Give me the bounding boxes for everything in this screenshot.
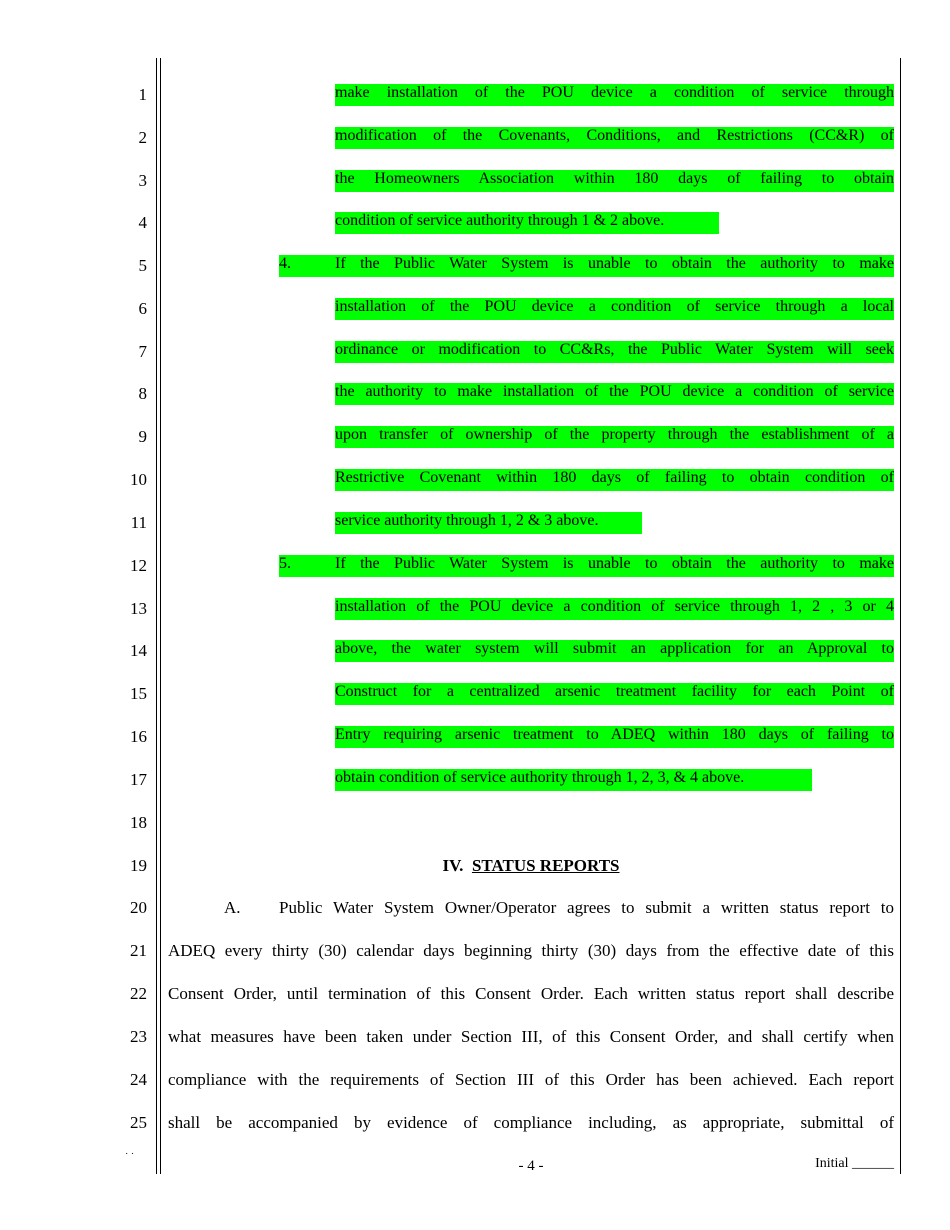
- initial-field: Initial ______: [815, 1156, 894, 1171]
- line-number: 8: [138, 384, 147, 403]
- right-margin-rule: [900, 58, 901, 1174]
- section-heading: [168, 855, 894, 877]
- line-number: 9: [138, 427, 147, 446]
- line-number: 11: [130, 513, 147, 532]
- line-number: 21: [130, 941, 147, 960]
- line-number: 18: [130, 813, 147, 832]
- highlighted-line: the authority to make installation of the POU device a condition of service: [335, 383, 894, 400]
- line-number: 23: [130, 1027, 147, 1046]
- highlighted-line: service authority through 1, 2 & 3 above.: [335, 512, 599, 529]
- page-number: - 4 -: [518, 1158, 544, 1174]
- line-number: 3: [138, 171, 147, 190]
- highlighted-line: modification of the Covenants, Conditions, and Restrictions (CC&R) of: [335, 127, 894, 144]
- line-number: 2: [138, 128, 147, 147]
- highlighted-line: condition of service authority through 1 & 2 above.: [335, 212, 665, 229]
- highlighted-line: ordinance or modification to CC&Rs, the Public Water System will seek: [335, 341, 894, 358]
- cut-off-line-number: ˙ ˙: [125, 1152, 135, 1163]
- line-number: 14: [130, 641, 147, 660]
- highlighted-line: Entry requiring arsenic treatment to ADEQ within 180 days of failing to: [335, 726, 894, 743]
- highlighted-line: make installation of the POU device a condition of service through: [335, 84, 894, 101]
- highlighted-line: Restrictive Covenant within 180 days of failing to obtain condition of: [335, 469, 894, 486]
- highlighted-line: installation of the POU device a condition of service through a local: [335, 298, 894, 315]
- line-number: 25: [130, 1113, 147, 1132]
- line-number: 10: [130, 470, 147, 489]
- line-number: 20: [130, 898, 147, 917]
- line-number: 22: [130, 984, 147, 1003]
- line-number: 12: [130, 556, 147, 575]
- section-numeral: IV.: [442, 856, 464, 875]
- paragraph-line: compliance with the requirements of Section III of this Order has been achieved. Each report: [168, 1070, 894, 1089]
- item-4-number: 4.: [279, 255, 291, 272]
- line-number: 24: [130, 1070, 147, 1089]
- highlighted-line: If the Public Water System is unable to obtain the authority to make: [335, 255, 894, 272]
- line-number: 6: [138, 299, 147, 318]
- line-number: 17: [130, 770, 147, 789]
- highlighted-line: obtain condition of service authority through 1, 2, 3, & 4 above.: [335, 769, 745, 786]
- highlighted-line: installation of the POU device a condition of service through 1, 2 , 3 or 4: [335, 598, 894, 615]
- paragraph-line: ADEQ every thirty (30) calendar days beginning thirty (30) days from the effective date of this: [168, 941, 894, 960]
- highlighted-line: If the Public Water System is unable to obtain the authority to make: [335, 555, 894, 572]
- left-margin-rule-inner: [160, 58, 161, 1174]
- line-number: 1: [138, 85, 147, 104]
- paragraph-line: Public Water System Owner/Operator agrees to submit a written status report to: [279, 898, 894, 917]
- line-number: 7: [138, 342, 147, 361]
- line-number: 4: [138, 213, 147, 232]
- line-number: 15: [130, 684, 147, 703]
- line-number: 13: [130, 599, 147, 618]
- highlighted-line: the Homeowners Association within 180 days of failing to obtain: [335, 170, 894, 187]
- highlighted-line: above, the water system will submit an application for an Approval to: [335, 640, 894, 657]
- paragraph-line: shall be accompanied by evidence of compliance including, as appropriate, submittal of: [168, 1113, 894, 1132]
- line-number: 16: [130, 727, 147, 746]
- paragraph-line: Consent Order, until termination of this Consent Order. Each written status report shall describe: [168, 984, 894, 1003]
- line-number: 19: [130, 856, 147, 875]
- paragraph-line: what measures have been taken under Section III, of this Consent Order, and shall certify when: [168, 1027, 894, 1046]
- item-5-number: 5.: [279, 555, 291, 572]
- section-title: STATUS REPORTS: [471, 856, 620, 875]
- line-number: 5: [138, 256, 147, 275]
- paragraph-a-label: A.: [224, 898, 241, 917]
- highlighted-line: Construct for a centralized arsenic treatment facility for each Point of: [335, 683, 894, 700]
- highlighted-line: upon transfer of ownership of the property through the establishment of a: [335, 426, 894, 443]
- left-margin-rule-outer: [156, 58, 157, 1174]
